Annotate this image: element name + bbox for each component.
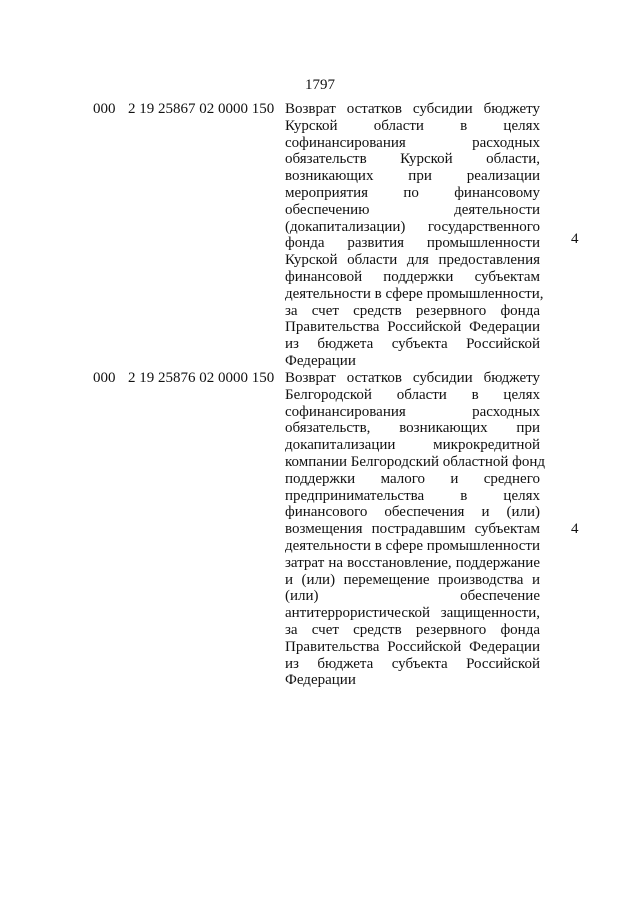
description-line: Федерации: [285, 352, 356, 369]
description-line: Белгородской области в целях: [285, 386, 540, 403]
description-line: за счет средств резервного фонда: [285, 302, 540, 319]
description-line: Курской области в целях: [285, 117, 540, 134]
description-line: Курской области для предоставления: [285, 252, 540, 269]
admin-code: 000: [93, 101, 116, 117]
description-line: софинансирования расходных: [285, 134, 540, 151]
admin-code: 000: [93, 370, 116, 386]
budget-classification-code: 2 19 25867 02 0000 150: [128, 101, 275, 117]
description-line: финансового обеспечения и (или): [285, 504, 540, 521]
description-line: Правительства Российской Федерации: [285, 319, 540, 336]
description-line: поддержки малого и среднего: [285, 470, 540, 487]
budget-classification-code: 2 19 25876 02 0000 150: [128, 370, 275, 386]
row-amount: 4: [571, 231, 579, 247]
description-line: Возврат остатков субсидии бюджету: [285, 370, 540, 386]
row-description: [285, 101, 544, 370]
description-line: из бюджета субъекта Российской: [285, 336, 540, 353]
description-line: обязательств Курской области,: [285, 151, 540, 168]
row-description: [285, 370, 546, 689]
description-line: мероприятия по финансовому: [285, 184, 540, 201]
description-line: финансовой поддержки субъектам: [285, 268, 540, 285]
description-line: возмещения пострадавшим субъектам: [285, 521, 540, 538]
description-line: (докапитализации) государственного: [285, 218, 540, 235]
description-line: фонда развития промышленности: [285, 235, 540, 252]
description-line: Правительства Российской Федерации: [285, 638, 540, 655]
description-line: докапитализации микрокредитной: [285, 437, 540, 454]
description-line: из бюджета субъекта Российской: [285, 655, 540, 672]
description-line: компании Белгородский областной фонд: [285, 453, 546, 470]
description-line: Федерации: [285, 672, 356, 689]
description-line: софинансирования расходных: [285, 403, 540, 420]
page-number: 1797: [305, 77, 335, 93]
description-line: и (или) перемещение производства и: [285, 571, 540, 588]
description-line: возникающих при реализации: [285, 168, 540, 185]
row-amount: 4: [571, 521, 579, 537]
description-line: обеспечению деятельности: [285, 201, 540, 218]
description-line: деятельности в сфере промышленности: [285, 537, 540, 554]
description-line: (или) обеспечение: [285, 588, 540, 605]
description-line: антитеррористической защищенности,: [285, 605, 540, 622]
description-line: за счет средств резервного фонда: [285, 621, 540, 638]
description-line: затрат на восстановление, поддержание: [285, 554, 540, 571]
scan-bottom-edge: [0, 897, 640, 905]
description-line: деятельности в сфере промышленности,: [285, 285, 544, 302]
description-line: обязательств, возникающих при: [285, 420, 540, 437]
description-line: предпринимательства в целях: [285, 487, 540, 504]
description-line: Возврат остатков субсидии бюджету: [285, 101, 540, 117]
